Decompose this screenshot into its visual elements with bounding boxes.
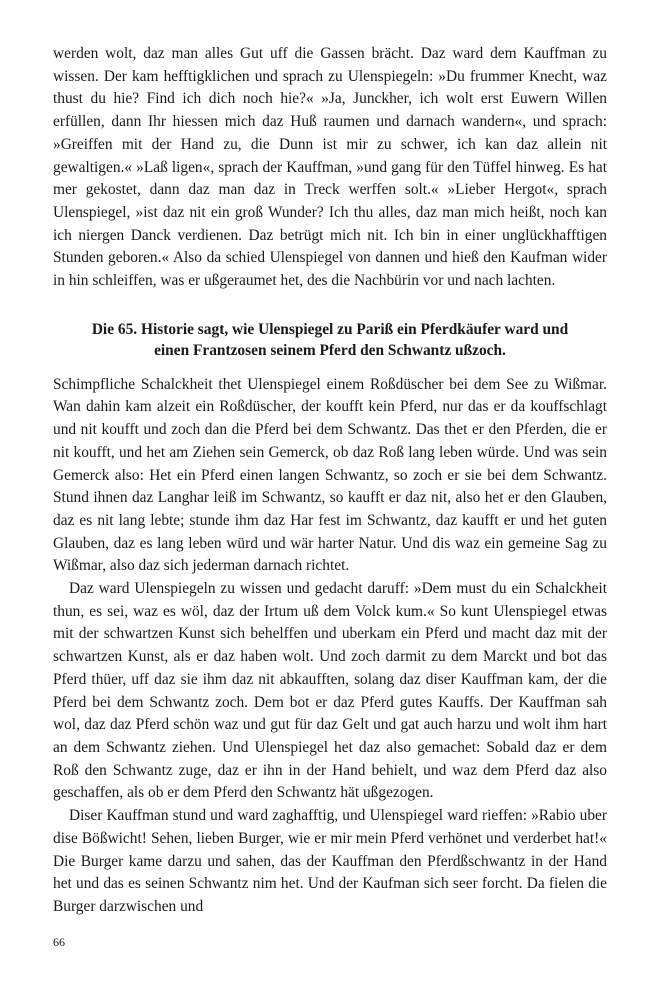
- paragraph-top: werden wolt, daz man alles Gut uff die Gassen brächt. Daz ward dem Kauffman zu wissen. Der kam hefftigklichen und sprach zu Ulenspiegeln: »Du frummer Knecht, waz thust du hie? Find ich dich noch hie?« »Ja, Junckher, ich wolt erst Euwern Willen erfüllen, dann Ihr hiessen mich daz Huß raumen und darnach wandern«, und sprach: »Greiffen mit der Hand zu, die Dunn ist mir zu schwer, ich kan daz allein nit gewaltigen.« »Laß ligen«, sprach der Kauffman, »und gang für den Tüffel hinweg. Es hat mer gekostet, dann daz man daz in Treck werffen solt.« »Lieber Hergot«, sprach Ulenspiegel, »ist daz nit ein groß Wunder? Ich thu alles, daz man mich heißt, noch kan ich niergen Danck verdienen. Daz betrügt mich nit. Ich bin in einer unglückhafftigen Stunden geboren.« Also da schied Ulenspiegel von dannen und hieß den Kaufman wider in hin schleiffen, was er ußgeraumet het, des die Nachbürin vor und nach lachten.: [53, 45, 607, 290]
- chapter-heading-line-2: einen Frantzosen seinem Pferd den Schwantz ußzoch.: [154, 342, 506, 360]
- page-body: [53, 43, 607, 919]
- paragraph-3: Diser Kauffman stund und ward zaghafftig, und Ulenspiegel ward rieffen: »Rabio uber dise Bößwicht! Sehen, lieben Burger, wie er mir mein Pferd verhönet und verderbet hat!« Die Burger kame darzu und sahen, das der Kauffman den Pferdßschwantz in der Hand het und das es seinen Schwantz nim het. Und der Kaufman sich seer forcht. Da fielen die Burger darzwischen und: [53, 807, 607, 915]
- page-number: 66: [53, 935, 65, 949]
- paragraph-2: Daz ward Ulenspiegeln zu wissen und gedacht daruff: »Dem must du ein Schalckheit thun, es sei, waz es wöl, daz der Irtum uß dem Volck kum.« So kunt Ulenspiegel etwas mit der schwartzen Kunst sich behelffen und uberkam ein Pferd und macht daz mit der schwartzen Kunst, als er daz haben wolt. Und zoch darmit zu dem Marckt und bot das Pferd thüer, uff daz sie ihm daz nit abkaufften, solang daz diser Kauffman kam, der die Pferd bei dem Schwantz zoch. Dem bot er daz Pferd gutes Kauffs. Der Kauffman sah wol, daz daz Pferd schön waz und gut für daz Gelt und gat auch harzu und wolt ihm hart an dem Schwantz ziehen. Und Ulenspiegel het daz also gemachet: Sobald daz er dem Roß den Schwantz zuge, daz er ihn in der Hand behielt, und waz dem Pferd daz also geschaffen, als ob er dem Pferd den Schwantz hät ußgezogen.: [53, 580, 607, 802]
- chapter-heading: [53, 319, 607, 362]
- chapter-heading-line-1: Die 65. Historie sagt, wie Ulenspiegel zu Pariß ein Pferdkäufer ward und: [91, 320, 569, 338]
- paragraph-1: Schimpfliche Schalckheit thet Ulenspiegel einem Roßdüscher bei dem See zu Wißmar. Wan dahin kam alzeit ein Roßdüscher, der koufft kein Pferd, nur das er da kouffschlagt und nit koufft und zoch dan die Pferd bei dem Schwantz. Das thet er den Pferden, die er nit koufft, und het am Ziehen sein Gemerck, ob daz Roß lang leben würde. Und was sein Gemerck also: Het ein Pferd einen langen Schwantz, so zoch er sie bei dem Schwantz. Stund ihnen daz Langhar leiß im Schwantz, so kaufft er daz nit, also het er den Glauben, daz es nit lang lebte; stunde ihm daz Har fest im Schwantz, daz kaufft er und het guten Glauben, daz es lang leben würd und wär harter Natur. Und dis waz ein gemeine Sag zu Wißmar, also daz sich jederman darnach richtet.: [53, 375, 607, 575]
